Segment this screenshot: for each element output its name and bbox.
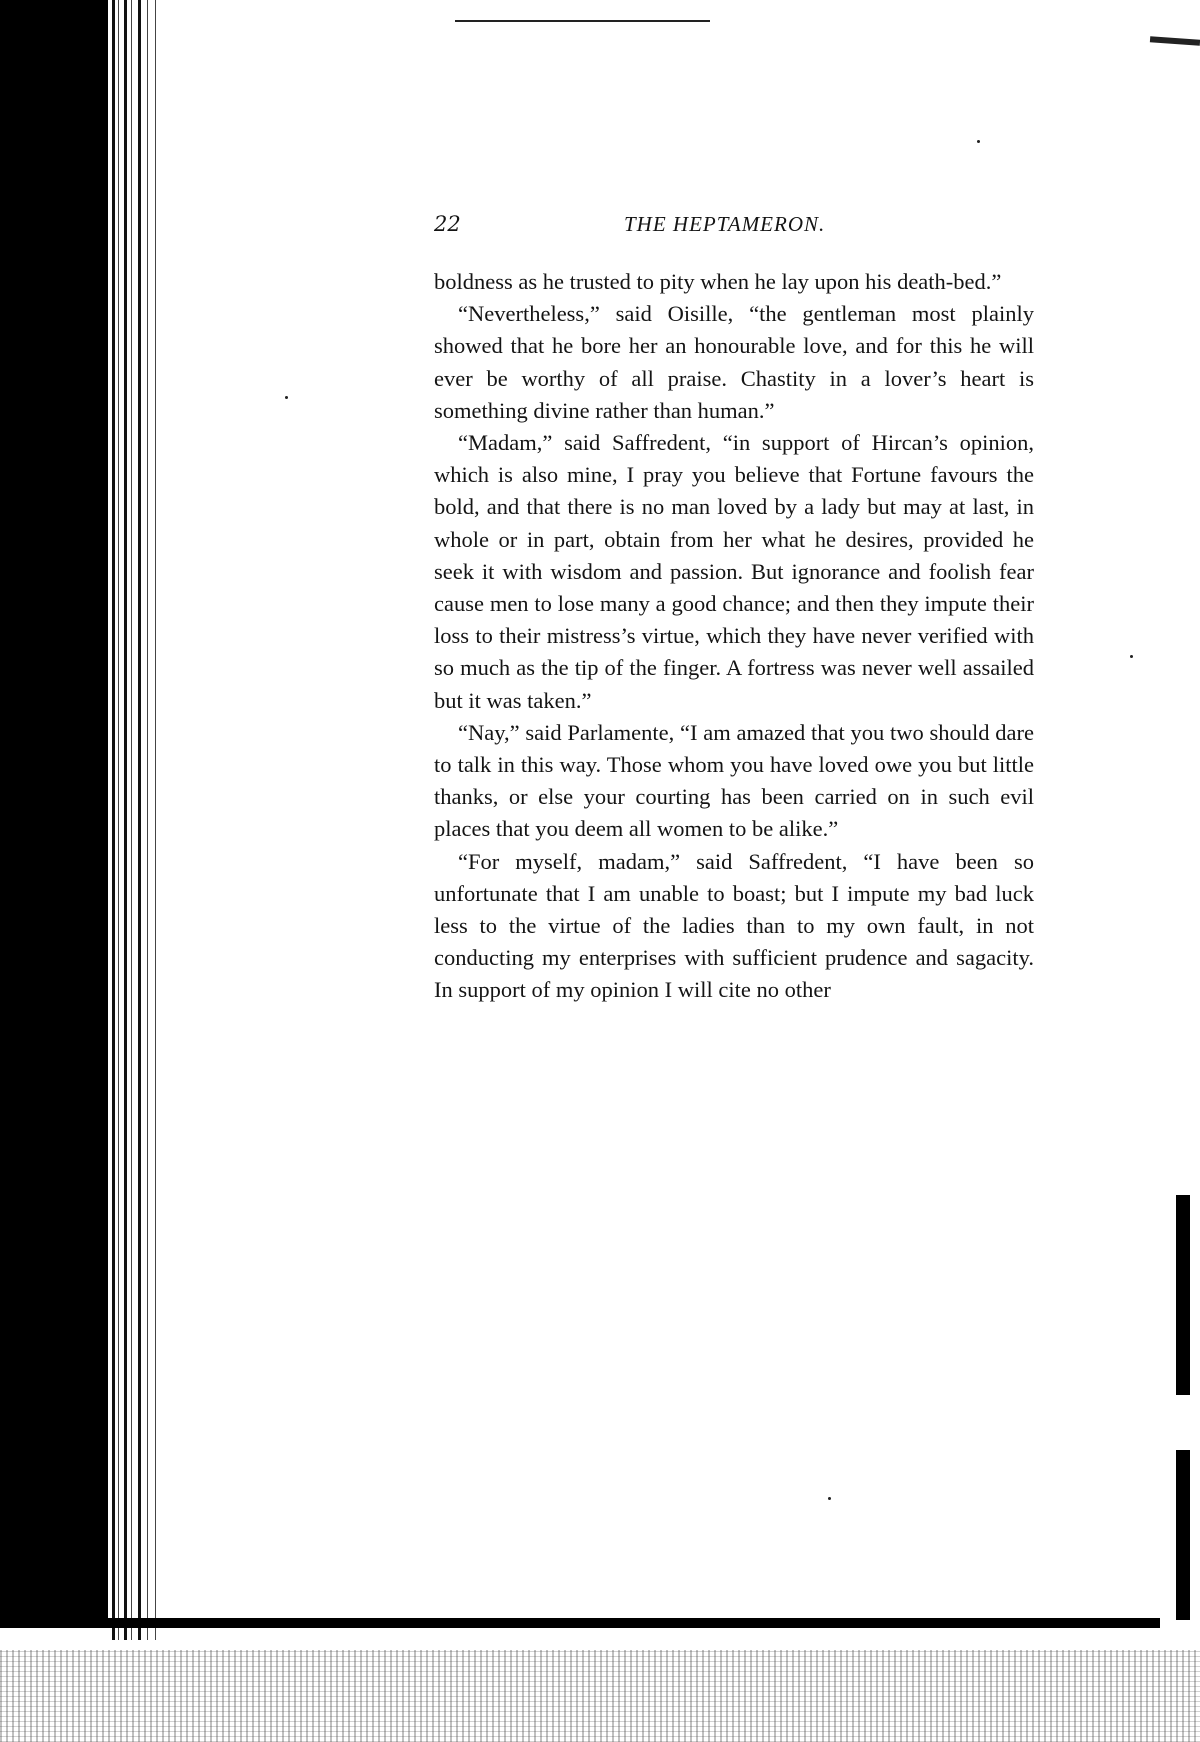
speck [285, 396, 288, 399]
gutter-stripe [118, 0, 119, 1640]
page-header [434, 212, 1034, 246]
edge-mark [1150, 36, 1200, 45]
binding-gutter [0, 0, 165, 1742]
top-rule [455, 20, 710, 22]
paragraph: “Nevertheless,” said Oisille, “the gentleman most plainly showed that he bore her an honourable love, and for this he will ever be worthy of all praise. Chastity in a lover’s heart is something divine rather than human.” [434, 301, 1034, 423]
body-text [434, 266, 1034, 1007]
paragraph: “Nay,” said Parlamente, “I am amazed that you two should dare to talk in this way. Those whom you have loved owe you but little thanks, or else your courting has been carried on in such evil places that you deem all women to be alike.” [434, 719, 1034, 842]
gutter-stripe [112, 0, 115, 1640]
gutter-shadow [0, 0, 108, 1620]
edge-shadow [1176, 1195, 1190, 1395]
page-number: 22 [434, 212, 461, 236]
bottom-shadow [0, 1618, 1160, 1628]
paragraph: boldness as he trusted to pity when he lay upon his death-bed.” [434, 269, 1002, 294]
gutter-stripe [147, 0, 148, 1640]
gutter-stripe [155, 0, 156, 1640]
gutter-stripe [131, 0, 132, 1640]
speck [977, 140, 980, 143]
bottom-speckle [0, 1650, 1200, 1742]
page-right-edge [1140, 0, 1200, 1742]
paragraph: “Madam,” said Saffredent, “in support of Hircan’s opinion, which is also mine, I pray you believe that Fortune favours the bold, and that there is no man loved by a lady but may at last, in whole or in part, obtain from her what he desires, provided he seek it with wisdom and passion. But ignorance and foolish fear cause men to lose many a good chance; and then they impute their loss to their mistress’s virtue, which they have never verified with so much as the tip of the finger. A fortress was never well assailed but it was taken.” [434, 430, 1034, 713]
speck [828, 1497, 831, 1500]
speck [1130, 655, 1133, 658]
gutter-stripe [138, 0, 141, 1640]
paragraph: “For myself, madam,” said Saffredent, “I have been so unfortunate that I am unable to boast; but I impute my bad luck less to the virtue of the ladies than to my own fault, in not conducting my enterprises with sufficient prudence and sagacity. In support of my opinion I will cite no other [434, 848, 1034, 1003]
running-head: THE HEPTAMERON. [624, 212, 826, 236]
page-bottom-edge [0, 1600, 1200, 1742]
edge-shadow [1176, 1450, 1190, 1620]
gutter-stripe [124, 0, 127, 1640]
